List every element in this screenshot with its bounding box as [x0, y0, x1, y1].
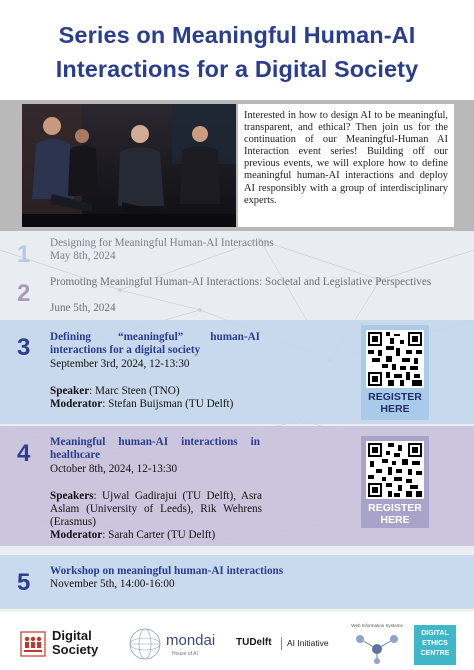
session-number: 2 — [17, 280, 31, 307]
mondai-sphere-icon — [128, 627, 162, 661]
register-qr-session-4[interactable] — [361, 436, 429, 528]
dec-word-3: CENTRE — [420, 650, 450, 657]
session-number: 5 — [17, 569, 31, 596]
partner-logos — [0, 610, 474, 670]
speaker-label: Speaker — [50, 385, 90, 397]
digital-ethics-centre-logo — [414, 625, 456, 665]
digital-society-word-2: Society — [52, 642, 99, 657]
web-information-systems-logo — [346, 623, 408, 667]
mondai-subtitle: House of AI — [172, 651, 198, 657]
digital-society-logo — [20, 629, 116, 659]
qr-code-icon — [366, 441, 424, 499]
moderator-label: Moderator — [50, 398, 103, 410]
session-title: Defining “meaningful” human-AI interactions for a digital society — [50, 331, 260, 356]
session-1 — [0, 233, 474, 271]
session-5 — [0, 555, 474, 609]
session-moderator — [50, 529, 215, 541]
mondai-logo — [128, 627, 224, 661]
session-2 — [0, 271, 474, 319]
session-date: September 3rd, 2024, 12-13:30 — [50, 358, 190, 370]
ai-initiative-label: AI Initiative — [287, 638, 329, 648]
digital-society-word-1: Digital — [52, 628, 92, 643]
wis-label: Web Information Systems — [351, 623, 403, 628]
intro-box — [238, 104, 454, 227]
session-title: Designing for Meaningful Human-AI Interactions — [50, 237, 274, 249]
moderator-label: Moderator — [50, 529, 103, 541]
tudelft-wordmark: TUDelft — [236, 637, 272, 648]
session-number: 3 — [17, 334, 31, 361]
session-speaker — [50, 385, 180, 397]
dec-word-2: ETHICS — [422, 640, 448, 647]
session-title: Meaningful human-AI interactions in healthcare — [50, 436, 260, 461]
title-line-2: Interactions for a Digital Society — [55, 56, 419, 82]
session-number: 4 — [17, 440, 31, 467]
session-date: November 5th, 14:00-16:00 — [50, 578, 175, 590]
intro-text: Interested in how to design AI to be meaningful, transparent, and ethical? Then join us for the continuation of our Meaningful-Human AI Interaction event series! Building off our previous events, we will explore how to define meaningful human-AI interactions and deploy AI responsibly with a group of interdisciplinary experts. — [244, 110, 448, 206]
panel-photo — [22, 104, 236, 227]
speaker-names: : Ujwal Gadirajui (TU Delft), Asra Aslam (University of Leeds), Rik Wehrens (Erasmus) — [50, 490, 262, 528]
session-date: May 8th, 2024 — [50, 250, 116, 262]
mondai-wordmark: mondai — [166, 632, 216, 649]
session-title: Promoting Meaningful Human-AI Interactions: Societal and Legislative Perspectives — [50, 276, 432, 288]
session-date: October 8th, 2024, 12-13:30 — [50, 463, 178, 475]
title-line-1: Series on Meaningful Human-AI — [58, 22, 416, 48]
tudelft-logo — [236, 637, 336, 653]
session-moderator — [50, 398, 233, 410]
session-number: 1 — [17, 241, 31, 268]
moderator-name: : Stefan Buijsman (TU Delft) — [102, 398, 234, 410]
divider — [281, 637, 282, 650]
people-icon — [20, 631, 46, 657]
register-qr-session-3[interactable] — [361, 325, 429, 420]
speaker-label: Speakers — [50, 490, 94, 502]
register-label: REGISTER HERE — [368, 502, 422, 526]
speaker-names: : Marc Steen (TNO) — [89, 385, 180, 397]
qr-code-icon — [366, 330, 424, 388]
dec-word-1: DIGITAL — [421, 630, 449, 637]
network-nodes-icon — [352, 631, 402, 665]
poster-title — [0, 0, 474, 100]
session-title: Workshop on meaningful human-AI interactions — [50, 565, 284, 577]
session-date: June 5th, 2024 — [50, 302, 116, 314]
register-label: REGISTER HERE — [368, 391, 422, 415]
moderator-name: : Sarah Carter (TU Delft) — [102, 529, 216, 541]
session-speaker — [50, 490, 262, 529]
